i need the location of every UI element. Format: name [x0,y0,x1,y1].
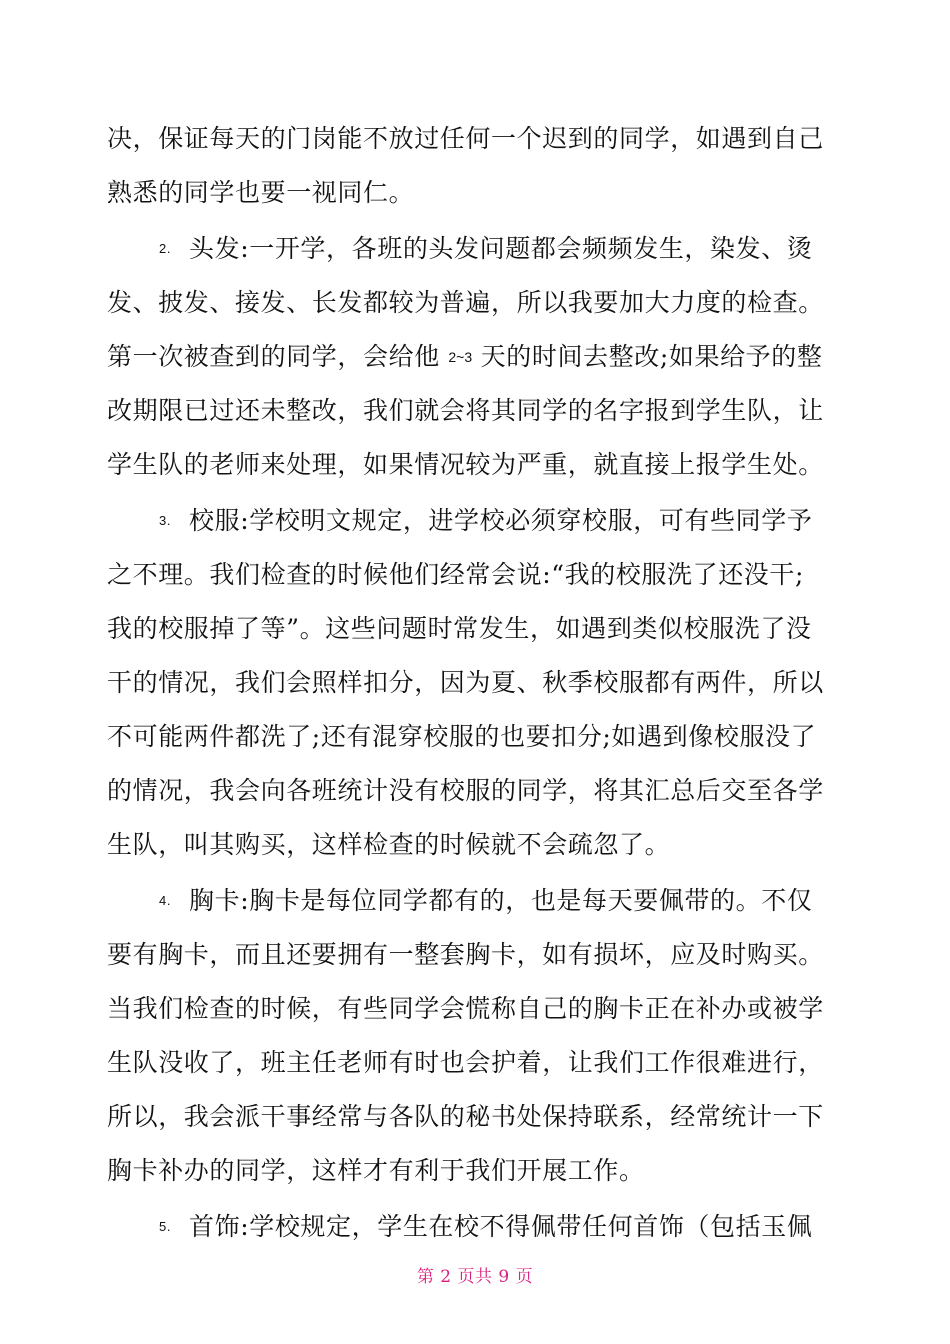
page-footer: 第 2 页共 9 页 [416,1267,534,1287]
text-line: 干的情况，我们会照样扣分，因为夏、秋季校服都有两件，所以 [107,668,824,697]
text-line: 熟悉的同学也要一视同仁。 [107,178,415,207]
item-text: 校服:学校明文规定，进学校必须穿校服，可有些同学予 [189,506,813,535]
day-range: 2~3 [448,348,473,365]
item-number: 5. [159,1218,172,1234]
item-text: 胸卡:胸卡是每位同学都有的，也是每天要佩带的。不仅 [189,886,813,915]
text-line: 我的校服掉了等”。这些问题时常发生，如遇到类似校服洗了没 [107,614,812,643]
text-line: 不可能两件都洗了;还有混穿校服的也要扣分;如遇到像校服没了 [107,722,817,751]
document-body [107,112,837,1254]
text-line: 所以，我会派干事经常与各队的秘书处保持联系，经常统计一下 [107,1102,824,1131]
text-segment: 第一次被查到的同学，会给他 [107,342,449,371]
item-text: 头发:一开学，各班的头发问题都会频频发生，染发、烫 [189,234,813,263]
text-line: 发、披发、接发、长发都较为普遍，所以我要加大力度的检查。 [107,288,824,317]
text-line: 学生队的老师来处理，如果情况较为严重，就直接上报学生处。 [107,450,824,479]
item-text: 首饰:学校规定，学生在校不得佩带任何首饰（包括玉佩 [189,1212,813,1241]
text-line: 要有胸卡，而且还要拥有一整套胸卡，如有损坏，应及时购买。 [107,940,824,969]
item-2-first-line [107,222,837,276]
text-line: 胸卡补办的同学，这样才有利于我们开展工作。 [107,1156,645,1185]
text-line: 生队，叫其购买，这样检查的时候就不会疏忽了。 [107,830,671,859]
text-line: 决，保证每天的门岗能不放过任何一个迟到的同学，如遇到自己 [107,124,824,153]
item-number: 4. [159,892,172,908]
text-segment: 天的时间去整改;如果给予的整 [472,342,823,371]
item-5-first-line [107,1200,837,1254]
text-line: 的情况，我会向各班统计没有校服的同学，将其汇总后交至各学 [107,776,824,805]
text-line [107,330,837,384]
item-number: 2. [159,240,172,256]
text-line: 改期限已过还未整改，我们就会将其同学的名字报到学生队，让 [107,396,824,425]
item-number: 3. [159,512,172,528]
item-4-first-line [107,874,837,928]
item-3-first-line [107,494,837,548]
text-line: 生队没收了，班主任老师有时也会护着，让我们工作很难进行， [107,1048,824,1077]
text-line: 之不理。我们检查的时候他们经常会说:“我的校服洗了还没干; [107,560,805,589]
text-line: 当我们检查的时候，有些同学会慌称自己的胸卡正在补办或被学 [107,994,824,1023]
